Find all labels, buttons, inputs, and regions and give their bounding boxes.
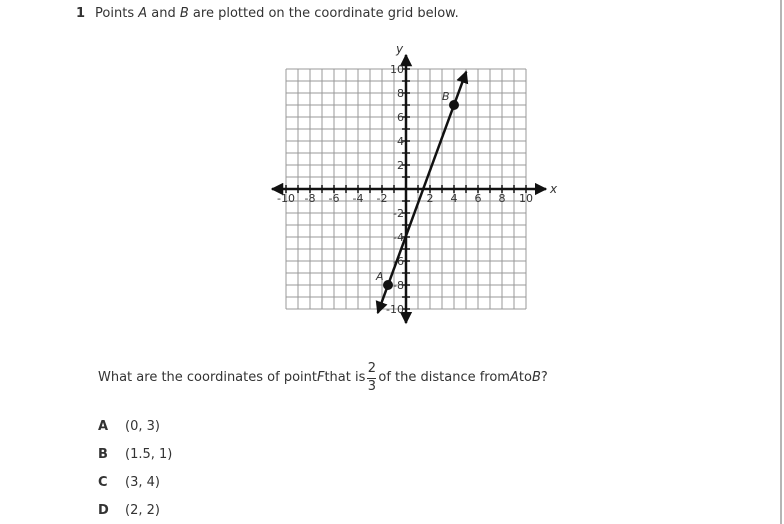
x-tick-label: -10 xyxy=(277,192,295,205)
answer-choices xyxy=(98,412,172,524)
choice-letter: B xyxy=(98,446,108,462)
point-b xyxy=(449,100,459,110)
intro-point-b: B xyxy=(179,6,189,21)
y-tick-label: -10 xyxy=(386,303,404,316)
y-tick-label: -8 xyxy=(393,279,404,292)
choice-letter: D xyxy=(98,502,109,518)
choice-a[interactable] xyxy=(98,412,172,440)
question-prompt xyxy=(98,360,548,396)
prompt-point-a: A xyxy=(509,370,519,385)
point-label-b: B xyxy=(442,90,450,103)
prompt-text-3: of the distance from xyxy=(378,370,510,385)
choice-d[interactable] xyxy=(98,496,172,524)
fraction-numerator: 2 xyxy=(367,361,377,376)
fraction-denominator: 3 xyxy=(367,379,377,394)
intro-text-3: are plotted on the coordinate grid below. xyxy=(188,6,459,21)
choice-text: (2, 2) xyxy=(125,502,160,518)
intro-text-2: and xyxy=(147,6,180,21)
axes xyxy=(272,55,546,323)
x-tick-label: -2 xyxy=(376,192,388,205)
choice-letter: A xyxy=(98,418,109,434)
x-tick-label: 4 xyxy=(450,192,458,205)
choice-letter: C xyxy=(98,474,108,490)
prompt-text-2: that is xyxy=(324,370,366,385)
x-tick-label: 8 xyxy=(498,192,506,205)
prompt-text-1: What are the coordinates of point xyxy=(98,370,317,385)
x-tick-label: 2 xyxy=(426,192,434,205)
choice-b[interactable] xyxy=(98,440,172,468)
y-tick-label: -4 xyxy=(393,231,404,244)
choice-text: (1.5, 1) xyxy=(125,446,173,462)
prompt-point-b: B xyxy=(531,370,541,385)
point-label-a: A xyxy=(376,270,384,283)
x-tick-label: 10 xyxy=(519,192,533,205)
y-tick-label: 8 xyxy=(397,87,404,100)
choice-text: (3, 4) xyxy=(125,474,160,490)
intro-point-a: A xyxy=(138,6,148,21)
y-tick-label: 2 xyxy=(397,159,404,172)
y-tick-label: -2 xyxy=(393,207,404,220)
y-tick-label: -6 xyxy=(393,255,404,268)
x-axis-label: x xyxy=(550,182,558,196)
prompt-text-4: to xyxy=(518,370,532,385)
y-tick-label: 6 xyxy=(397,111,404,124)
x-tick-label: -8 xyxy=(304,192,316,205)
y-axis-label: y xyxy=(396,42,404,56)
y-tick-label: 4 xyxy=(397,135,404,148)
question-number: 1 xyxy=(76,6,86,21)
x-tick-label: -6 xyxy=(328,192,340,205)
fraction-two-thirds xyxy=(367,362,376,394)
prompt-text-5: ? xyxy=(540,370,548,385)
choice-c[interactable] xyxy=(98,468,172,496)
x-tick-label: 6 xyxy=(474,192,482,205)
point-a xyxy=(383,280,393,290)
choice-text: (0, 3) xyxy=(125,418,160,434)
prompt-point-f: F xyxy=(316,370,325,385)
y-tick-label: 10 xyxy=(390,63,404,76)
intro-text-1: Points xyxy=(95,6,139,21)
x-tick-label: -4 xyxy=(352,192,364,205)
